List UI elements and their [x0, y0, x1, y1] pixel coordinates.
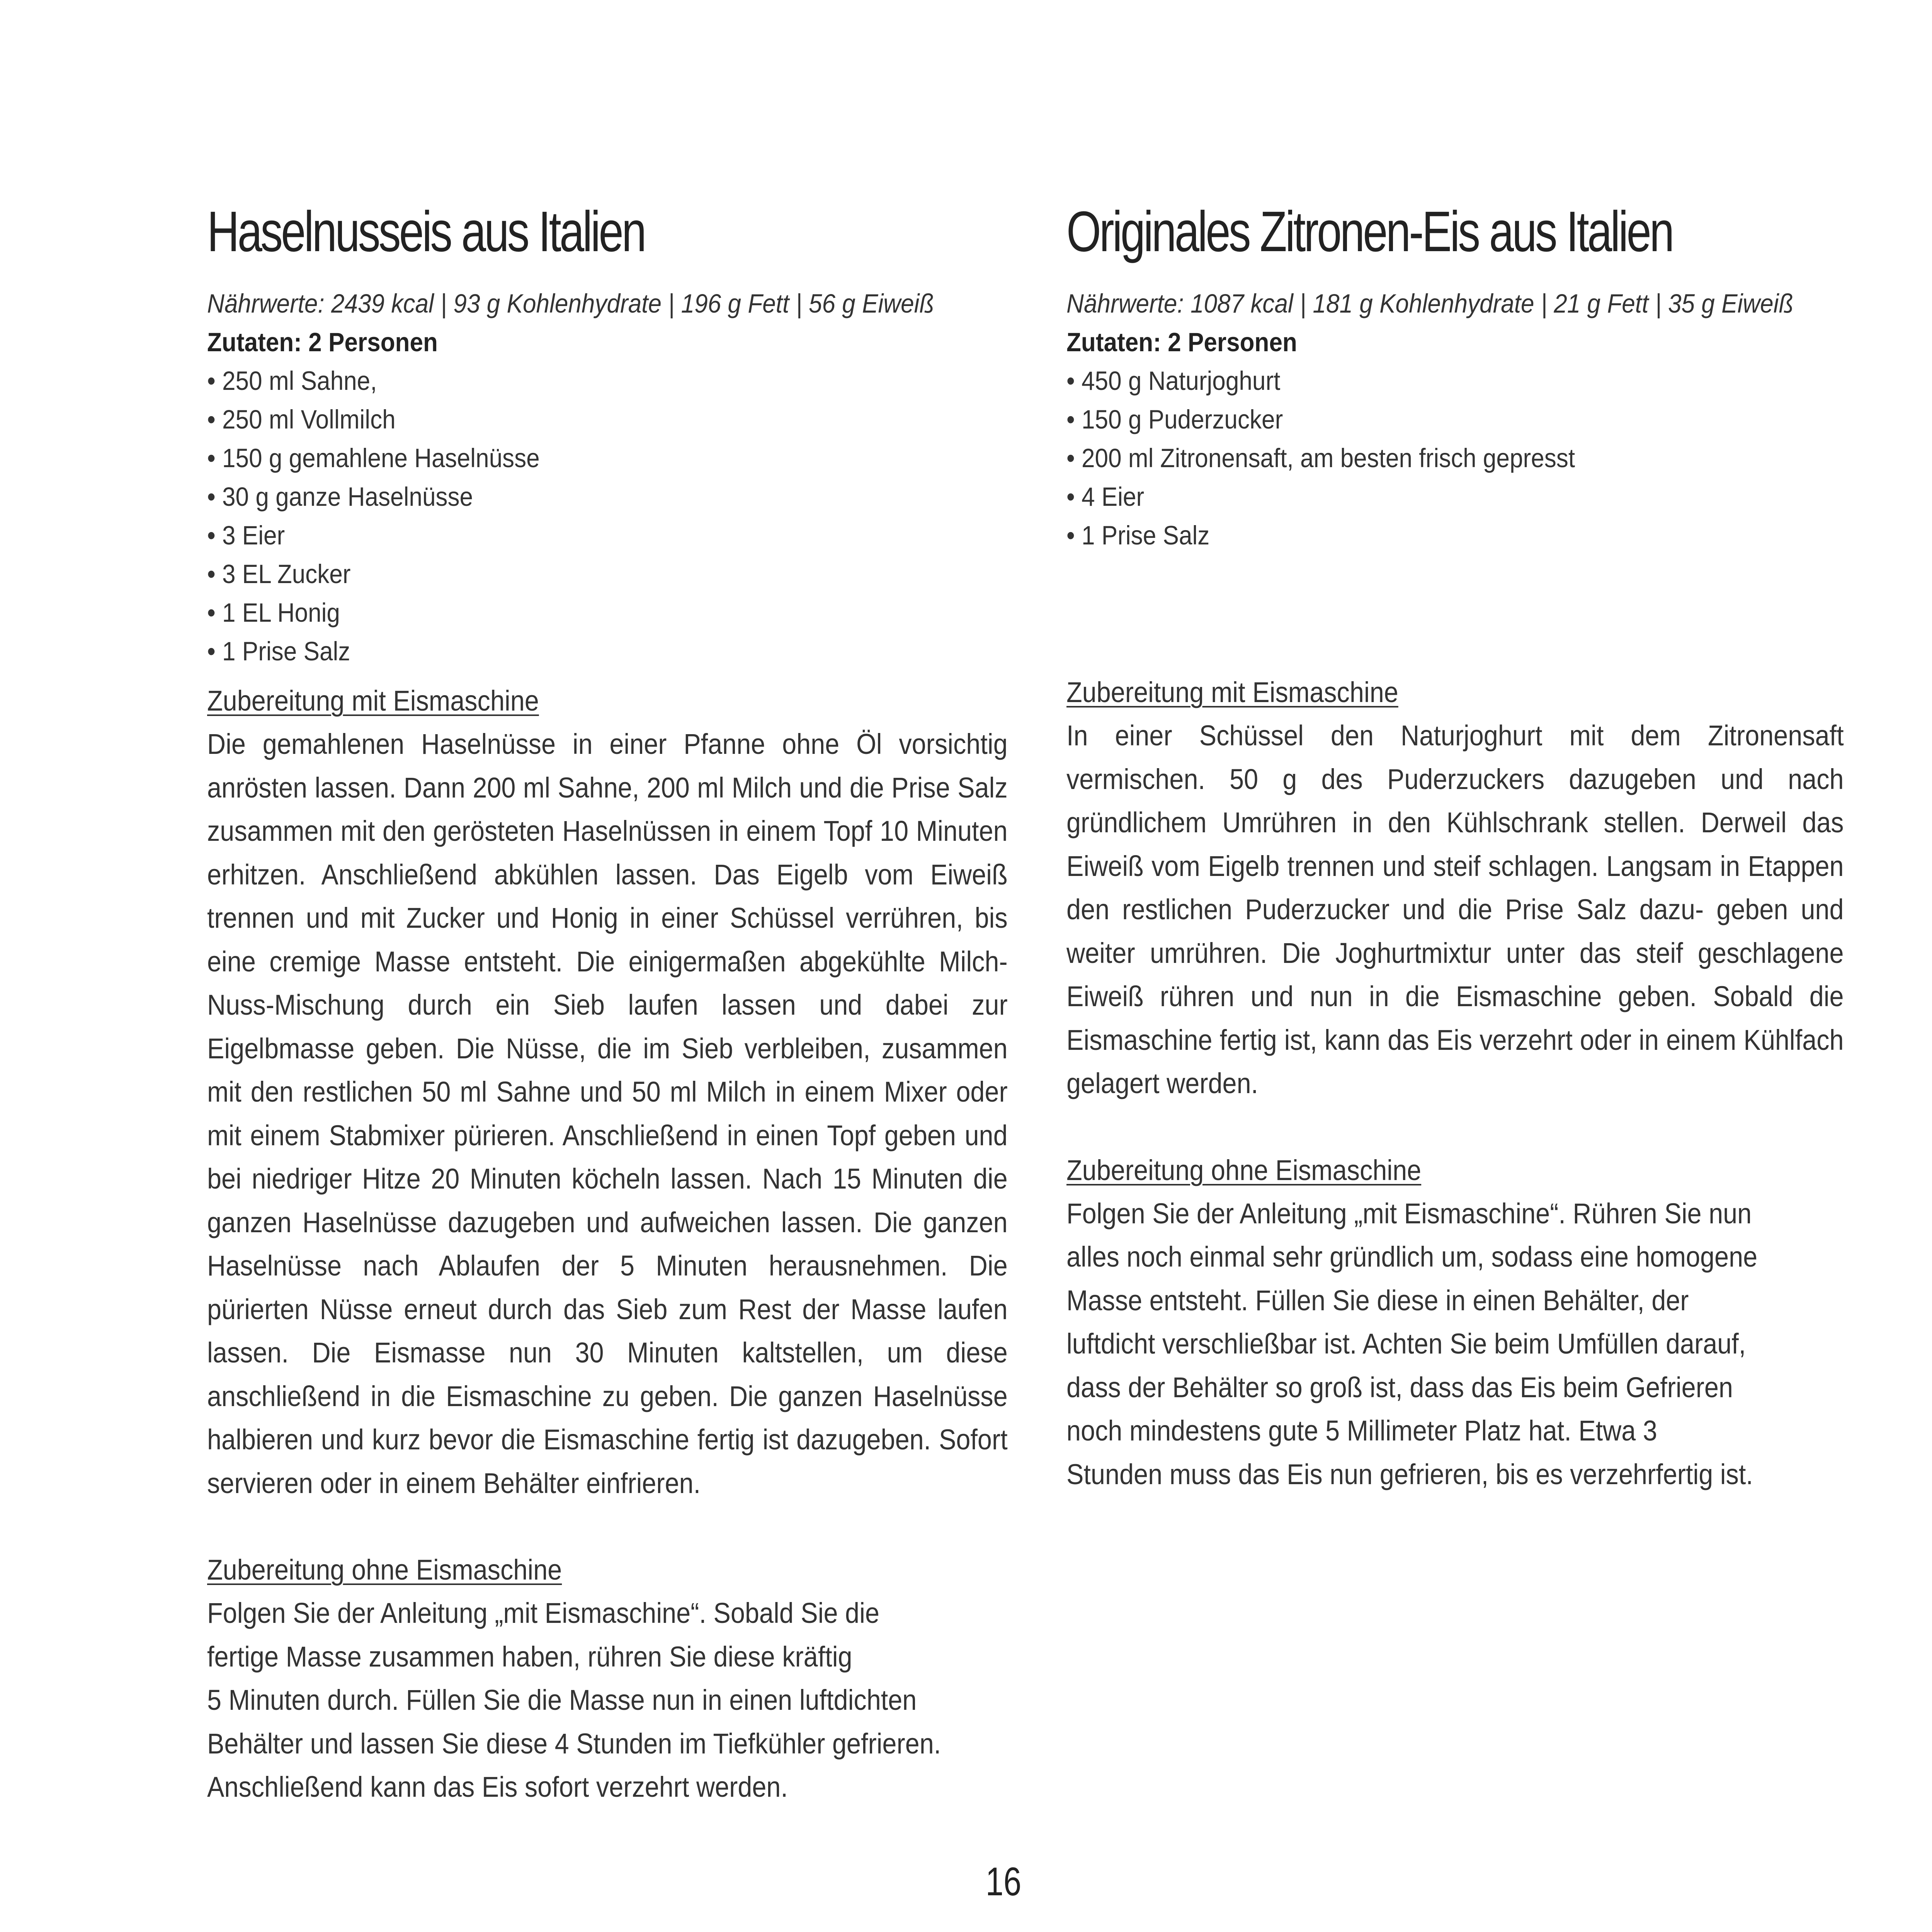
ingredient-item: • 1 Prise Salz	[207, 636, 350, 666]
instructions-with-machine: Die gemahlenen Haselnüsse in einer Pfanne ohne Öl vorsichtig anrösten lassen. Dann 200 ml Sahne, 200 ml Milch und die Prise Salz zusammen mit den gerösteten Haselnüssen in einem Topf 10 Minuten erhitzen. Anschließend abkühlen lassen. Das Eigelb vom Eiweiß trennen und mit Zucker und Honig in einer Schüssel verrühren, bis eine cremige Masse entsteht. Die einigermaßen abgekühlte Milch-Nuss-Mischung durch ein Sieb laufen lassen und dabei zur Eigelbmasse geben. Die Nüsse, die im Sieb verbleiben, zusammen mit den restlichen 50 ml Sahne und 50 ml Milch in einem Mixer oder mit einem Stabmixer pürieren. Anschließend in einen Topf geben und bei niedriger Hitze 20 Minuten köcheln lassen. Nach 15 Minuten die ganzen Haselnüsse dazugeben und aufweichen lassen. Die ganzen Haselnüsse nach Ablaufen der 5 Minuten herausnehmen. Die pürierten Nüsse erneut durch das Sieb zum Rest der Masse laufen lassen. Die Eismasse nun 30 Minuten kaltstellen, um diese anschließend in die Eismaschine zu geben. Die ganzen Haselnüsse halbieren und kurz bevor die Eismaschine fertig ist dazugeben. Sofort servieren oder in einem Behälter einfrieren.	[207, 728, 1008, 1499]
instructions-without-machine-line: Masse entsteht. Füllen Sie diese in einen Behälter, der	[1066, 1284, 1689, 1316]
section-heading-without-machine: Zubereitung ohne Eismaschine	[1066, 1154, 1422, 1186]
recipe-title: Haselnusseis aus Italien	[207, 200, 645, 264]
ingredient-item: • 3 Eier	[207, 520, 285, 550]
instructions-with-machine: In einer Schüssel den Naturjoghurt mit dem Zitronensaft vermischen. 50 g des Puderzuckers dazugeben und nach gründlichem Umrühren in den Kühlschrank stellen. Derweil das Eiweiß vom Eigelb trennen und steif schlagen. Langsam in Etappen den restlichen Puderzucker und die Prise Salz dazu- geben und weiter umrühren. Die Joghurtmixtur unter das steif geschlagene Eiweiß rühren und nun in die Eismaschine geben. Sobald die Eismaschine fertig ist, kann das Eis verzehrt oder in einem Kühlfach gelagert werden.	[1066, 719, 1844, 1099]
nutrition-info: Nährwerte: 1087 kcal | 181 g Kohlenhydrate | 21 g Fett | 35 g Eiweiß	[1066, 289, 1794, 318]
section-heading-with-machine: Zubereitung mit Eismaschine	[1066, 676, 1398, 708]
instructions-without-machine-line: noch mindestens gute 5 Millimeter Platz hat. Etwa 3	[1066, 1415, 1657, 1447]
instructions-without-machine-line: alles noch einmal sehr gründlich um, sodass eine homogene	[1066, 1241, 1758, 1273]
instructions-without-machine-line: Stunden muss das Eis nun gefrieren, bis es verzehrfertig ist.	[1066, 1458, 1753, 1490]
page-number: 16	[985, 1859, 1022, 1904]
servings-heading: Zutaten: 2 Personen	[1066, 327, 1297, 357]
ingredient-item: • 150 g gemahlene Haselnüsse	[207, 443, 540, 473]
instructions-without-machine-line: Behälter und lassen Sie diese 4 Stunden im Tiefkühler gefrieren.	[207, 1727, 941, 1760]
recipe-title: Originales Zitronen-Eis aus Italien	[1066, 200, 1673, 264]
ingredient-item: • 1 Prise Salz	[1066, 520, 1210, 550]
servings-heading: Zutaten: 2 Personen	[207, 327, 438, 357]
ingredient-item: • 250 ml Sahne,	[207, 366, 377, 396]
instructions-without-machine-line: 5 Minuten durch. Füllen Sie die Masse nun in einen luftdichten	[207, 1684, 917, 1716]
instructions-without-machine-line: Folgen Sie der Anleitung „mit Eismaschine“. Sobald Sie die	[207, 1597, 879, 1629]
section-heading-without-machine: Zubereitung ohne Eismaschine	[207, 1554, 562, 1586]
ingredient-list	[1066, 362, 1843, 555]
instructions-without-machine-line: Anschließend kann das Eis sofort verzehrt werden.	[207, 1771, 788, 1803]
ingredient-item: • 1 EL Honig	[207, 598, 340, 628]
instructions-without-machine-line: dass der Behälter so groß ist, dass das Eis beim Gefrieren	[1066, 1371, 1733, 1403]
ingredient-item: • 200 ml Zitronensaft, am besten frisch gepresst	[1066, 443, 1575, 473]
recipe-lemon	[1066, 193, 1843, 1496]
ingredient-item: • 3 EL Zucker	[207, 559, 351, 589]
ingredient-item: • 150 g Puderzucker	[1066, 405, 1283, 434]
ingredient-item: • 4 Eier	[1066, 482, 1145, 512]
instructions-without-machine-line: luftdicht verschließbar ist. Achten Sie beim Umfüllen darauf,	[1066, 1328, 1746, 1360]
ingredient-list	[207, 362, 1007, 671]
instructions-without-machine-line: fertige Masse zusammen haben, rühren Sie diese kräftig	[207, 1640, 852, 1673]
ingredient-item: • 450 g Naturjoghurt	[1066, 366, 1281, 396]
instructions-without-machine-line: Folgen Sie der Anleitung „mit Eismaschine“. Rühren Sie nun	[1066, 1197, 1752, 1230]
ingredient-item: • 30 g ganze Haselnüsse	[207, 482, 473, 512]
recipe-hazelnut	[207, 193, 1007, 1809]
ingredient-item: • 250 ml Vollmilch	[207, 405, 396, 434]
nutrition-info: Nährwerte: 2439 kcal | 93 g Kohlenhydrate | 196 g Fett | 56 g Eiweiß	[207, 289, 934, 318]
section-heading-with-machine: Zubereitung mit Eismaschine	[207, 685, 539, 717]
